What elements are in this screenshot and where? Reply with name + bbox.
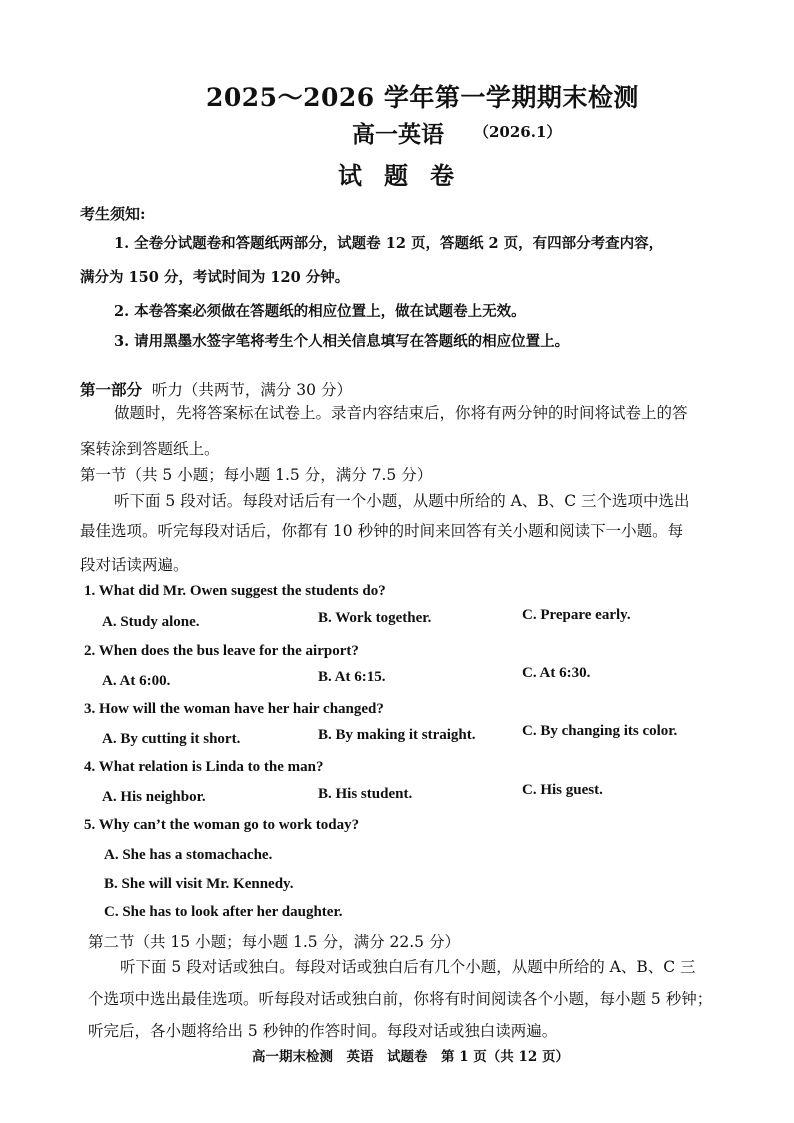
section2-intro: 听下面 5 段对话或独白。每段对话或独白后有几个小题，从题中所给的 A、B、C 三 xyxy=(120,958,696,976)
option-a: A. His neighbor. xyxy=(102,789,206,805)
section1-intro: 听下面 5 段对话。每段对话后有一个小题，从题中所给的 A、B、C 三个选项中选出 xyxy=(114,492,690,510)
question-stem: 3. How will the woman have her hair changed? xyxy=(84,701,384,717)
option-b: B. She will visit Mr. Kennedy. xyxy=(104,876,294,892)
part1-intro: 做题时，先将答案标在试卷上。录音内容结束后，你将有两分钟的时间将试卷上的答 xyxy=(114,404,688,422)
part1-title: 听力（共两节，满分 30 分） xyxy=(151,381,352,399)
option-a: A. Study alone. xyxy=(102,614,200,630)
option-c: C. His guest. xyxy=(522,782,603,798)
option-c: C. Prepare early. xyxy=(522,607,631,623)
question-stem: 4. What relation is Linda to the man? xyxy=(84,759,324,775)
section1-intro-cont-1: 最佳选项。听完每段对话后，你都有 10 秒钟的时间来回答有关小题和阅读下一小题。每 xyxy=(80,522,684,540)
section2-intro-cont-2: 听完后，各小题将给出 5 秒钟的作答时间。每段对话或独白读两遍。 xyxy=(88,1022,558,1040)
option-a: A. By cutting it short. xyxy=(102,731,241,747)
part1-label: 第一部分 xyxy=(80,380,143,399)
notice-item-3: 3. 请用黑墨水签字笔将考生个人相关信息填写在答题纸的相应位置上。 xyxy=(114,333,570,350)
section1-intro-cont-2: 段对话读两遍。 xyxy=(80,556,189,574)
subject-title: 高一英语 xyxy=(352,121,444,148)
section2-heading: 第二节（共 15 小题；每小题 1.5 分，满分 22.5 分） xyxy=(88,933,460,951)
paper-type: 试题卷 xyxy=(338,161,476,190)
option-b: B. At 6:15. xyxy=(318,669,386,685)
question-stem: 1. What did Mr. Owen suggest the students do? xyxy=(84,583,386,599)
exam-date: （2026.1） xyxy=(474,123,562,141)
option-b: B. By making it straight. xyxy=(318,727,476,743)
section2-intro-cont-1: 个选项中选出最佳选项。听每段对话或独白前，你将有时间阅读各个小题，每小题 5 秒钟； xyxy=(88,990,713,1008)
option-b: B. His student. xyxy=(318,786,413,802)
question-stem: 5. Why can’t the woman go to work today? xyxy=(84,817,360,833)
option-b: B. Work together. xyxy=(318,610,432,626)
part1-intro-cont: 案转涂到答题纸上。 xyxy=(80,440,220,458)
option-c: C. At 6:30. xyxy=(522,665,591,681)
option-a: A. She has a stomachache. xyxy=(104,847,273,863)
notice-heading: 考生须知: xyxy=(80,205,146,223)
notice-item-1-cont: 满分为 150 分，考试时间为 120 分钟。 xyxy=(80,269,350,286)
option-a: A. At 6:00. xyxy=(102,673,171,689)
notice-item-1: 1. 全卷分试题卷和答题纸两部分，试题卷 12 页，答题纸 2 页，有四部分考查内容， xyxy=(114,235,664,252)
page-footer: 高一期末检测 英语 试题卷 第 1 页（共 12 页） xyxy=(252,1049,569,1065)
option-c: C. She has to look after her daughter. xyxy=(104,904,343,920)
section1-heading: 第一节（共 5 小题；每小题 1.5 分，满分 7.5 分） xyxy=(80,466,433,484)
part1-heading xyxy=(80,378,352,400)
exam-title: 2025～2026 学年第一学期期末检测 xyxy=(206,83,639,112)
question-stem: 2. When does the bus leave for the airport? xyxy=(84,643,359,659)
notice-item-2: 2. 本卷答案必须做在答题纸的相应位置上，做在试题卷上无效。 xyxy=(114,303,526,320)
option-c: C. By changing its color. xyxy=(522,723,678,739)
